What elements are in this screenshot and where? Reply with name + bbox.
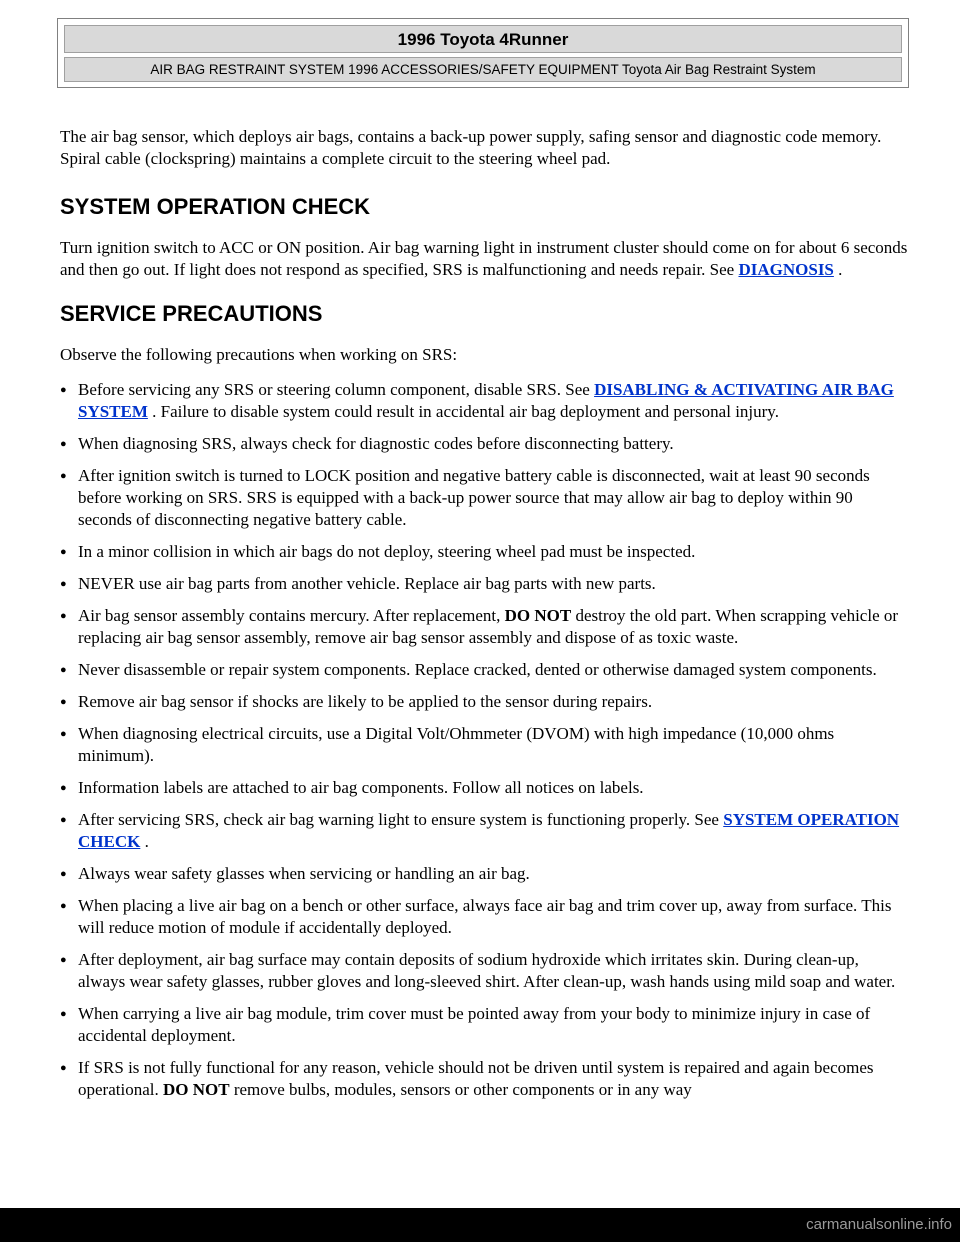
precaution-item [60, 895, 910, 939]
precaution-text-cont: . [140, 832, 149, 851]
bullet-icon: ● [60, 546, 67, 558]
bullet-icon: ● [60, 384, 67, 396]
precaution-item [60, 1057, 910, 1101]
precaution-item [60, 605, 910, 649]
bullet-icon: ● [60, 1008, 67, 1020]
precaution-item [60, 777, 910, 799]
footer-watermark: carmanualsonline.info [806, 1216, 952, 1233]
precaution-text-cont: . Failure to disable system could result in accidental air bag deployment and personal injury. [147, 402, 779, 421]
precaution-text: After ignition switch is turned to LOCK position and negative battery cable is disconnected, wait at least 90 seconds before working on SRS. SRS is equipped with a back-up power source that may allow air bag to deploy within 90 seconds of disconnecting negative battery cable. [78, 466, 870, 529]
precaution-text: After deployment, air bag surface may contain deposits of sodium hydroxide which irritates skin. During clean-up, always wear safety glasses, rubber gloves and long-sleeved shirt. After clean-up, wash hands using mild soap and water. [78, 950, 896, 991]
bullet-icon: ● [60, 868, 67, 880]
precaution-text: Before servicing any SRS or steering column component, disable SRS. See [78, 380, 595, 399]
bullet-icon: ● [60, 814, 67, 826]
bullet-icon: ● [60, 470, 67, 482]
precaution-item [60, 659, 910, 681]
cross-reference-link[interactable]: DISABLING & ACTIVATING AIR BAG SYSTEM [78, 380, 894, 421]
document-body [60, 126, 910, 1111]
precaution-item [60, 433, 910, 455]
operation-text-end: . [833, 260, 843, 279]
precaution-text: Air bag sensor assembly contains mercury. After replacement, [78, 606, 505, 625]
document-header [57, 18, 909, 88]
precaution-text: When diagnosing SRS, always check for diagnostic codes before disconnecting battery. [78, 434, 674, 453]
bullet-icon: ● [60, 696, 67, 708]
precaution-item [60, 863, 910, 885]
precaution-text: Information labels are attached to air bag components. Follow all notices on labels. [78, 778, 644, 797]
precaution-item [60, 809, 910, 853]
operation-paragraph [60, 237, 910, 281]
emphasis-text: DO NOT [504, 606, 572, 625]
document-subtitle: AIR BAG RESTRAINT SYSTEM 1996 ACCESSORIES/SAFETY EQUIPMENT Toyota Air Bag Restraint System [64, 57, 902, 82]
precaution-item [60, 1003, 910, 1047]
bullet-icon: ● [60, 954, 67, 966]
precaution-text: When placing a live air bag on a bench or other surface, always face air bag and trim cover up, away from surface. This will reduce motion of module if accidentally deployed. [78, 896, 892, 937]
bullet-icon: ● [60, 782, 67, 794]
precaution-text: When carrying a live air bag module, trim cover must be pointed away from your body to minimize injury in case of accidental deployment. [78, 1004, 871, 1045]
precautions-list [60, 379, 910, 1101]
precaution-text: Remove air bag sensor if shocks are likely to be applied to the sensor during repairs. [78, 692, 653, 711]
precaution-text: Never disassemble or repair system components. Replace cracked, dented or otherwise damaged system components. [78, 660, 877, 679]
bullet-icon: ● [60, 610, 67, 622]
precaution-item [60, 691, 910, 713]
cross-reference-link[interactable]: SYSTEM OPERATION CHECK [78, 810, 900, 851]
precaution-text: In a minor collision in which air bags do not deploy, steering wheel pad must be inspected. [78, 542, 696, 561]
precaution-item [60, 723, 910, 767]
bullet-icon: ● [60, 1062, 67, 1074]
operation-text: Turn ignition switch to ACC or ON position. Air bag warning light in instrument cluster should come on for about 6 seconds and then go out. If light does not respond as specified, SRS is malfunctioning and needs repair. See [60, 238, 908, 279]
bullet-icon: ● [60, 900, 67, 912]
precaution-text: NEVER use air bag parts from another vehicle. Replace air bag parts with new parts. [78, 574, 656, 593]
precaution-item [60, 379, 910, 423]
operation-heading: SYSTEM OPERATION CHECK [60, 194, 371, 219]
precaution-text: Always wear safety glasses when servicing or handling an air bag. [78, 864, 530, 883]
footer-bar [0, 1208, 960, 1242]
bullet-icon: ● [60, 664, 67, 676]
precaution-item [60, 949, 910, 993]
precaution-text: If SRS is not fully functional for any reason, vehicle should not be driven until system is repaired and again becomes operational. [78, 1058, 874, 1099]
precautions-intro: Observe the following precautions when working on SRS: [60, 345, 458, 364]
precaution-text-cont: destroy the old part. When scrapping vehicle or replacing air bag sensor assembly, remove air bag sensor assembly and dispose of as toxic waste. [78, 606, 899, 647]
precaution-item [60, 465, 910, 531]
intro-paragraph: The air bag sensor, which deploys air bags, contains a back-up power supply, safing sensor and diagnostic code memory. Spiral cable (clockspring) maintains a complete circuit to the steering wheel pad. [60, 127, 882, 168]
document-title: 1996 Toyota 4Runner [64, 25, 902, 53]
bullet-icon: ● [60, 578, 67, 590]
precaution-text: When diagnosing electrical circuits, use a Digital Volt/Ohmmeter (DVOM) with high impedance (10,000 ohms minimum). [78, 724, 835, 765]
precaution-text-cont: remove bulbs, modules, sensors or other components or in any way [229, 1080, 692, 1099]
bullet-icon: ● [60, 438, 67, 450]
diagnosis-link[interactable]: DIAGNOSIS [738, 260, 834, 279]
bullet-icon: ● [60, 728, 67, 740]
precaution-item [60, 541, 910, 563]
emphasis-text: DO NOT [162, 1080, 230, 1099]
precaution-item [60, 573, 910, 595]
precautions-heading: SERVICE PRECAUTIONS [60, 301, 323, 326]
precaution-text: After servicing SRS, check air bag warning light to ensure system is functioning properly. See [78, 810, 724, 829]
